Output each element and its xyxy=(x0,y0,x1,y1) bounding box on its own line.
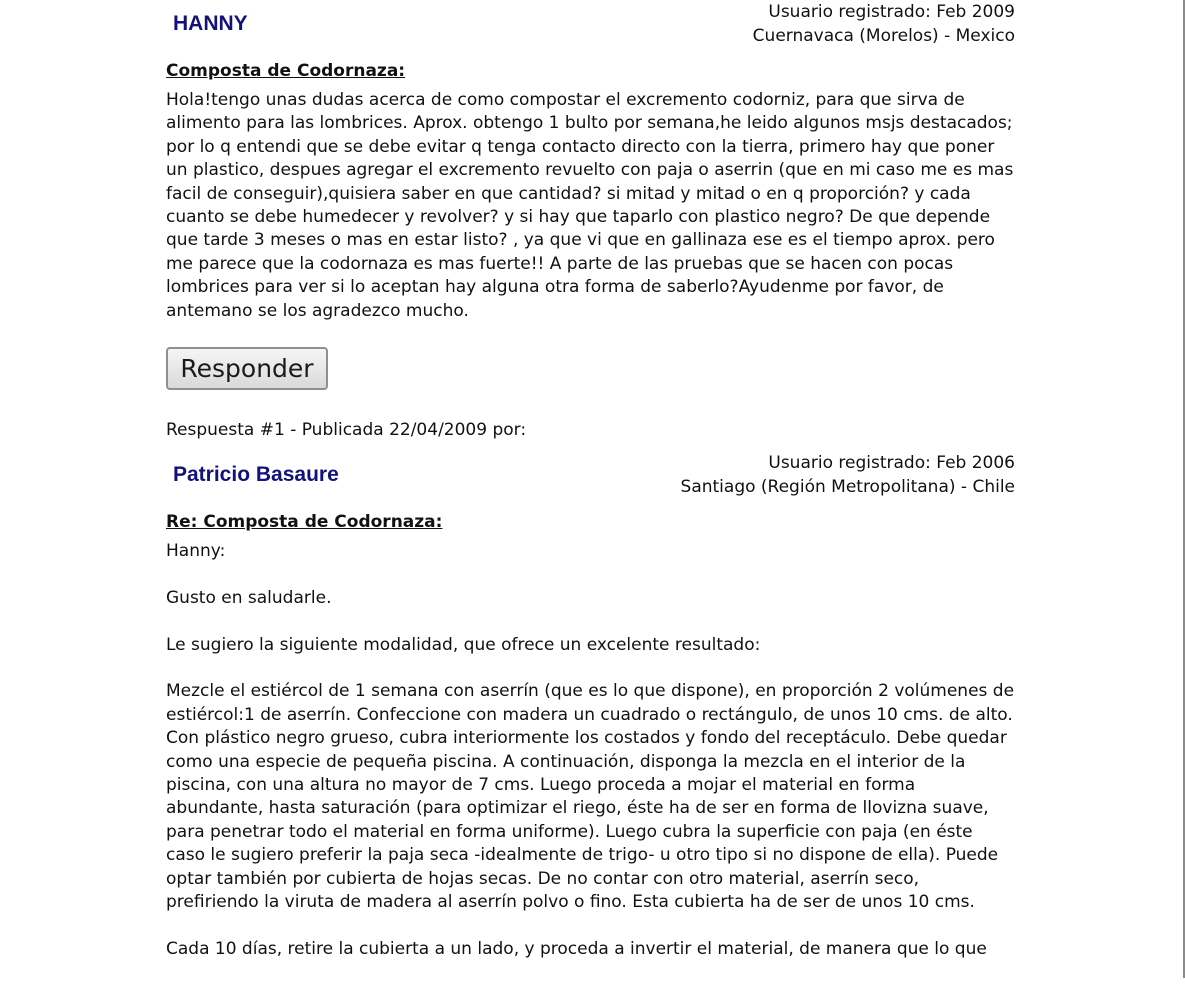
post-registered: Usuario registrado: Feb 2009 xyxy=(768,2,1015,22)
reply-subject: Re: Composta de Codornaza: xyxy=(166,512,443,533)
post-author-meta xyxy=(753,0,1015,48)
post-body: Hola!tengo unas dudas acerca de como compostar el excremento codorniz, para que sirva de alimento para las lombrices. Aprox. obtengo 1 bulto por semana,he leido algunos msjs destacados; por lo q entendi que se debe evitar q tenga contacto directo con la tierra, primero hay que poner un plastico, despues agregar el excremento revuelto con paja o aserrin (que en mi caso me es mas facil de conseguir),quisiera saber en que cantidad? si mitad y mitad o en q proporción? y cada cuanto se debe humedecer y revolver? y si hay que taparlo con plastico negro? De que depende que tarde 3 meses o mas en estar listo? , ya que vi que en gallinaza ese es el tiempo aprox. pero me parece que la codornaza es mas fuerte!! A parte de las pruebas que se hacen con pocas lombrices para ver si lo aceptan hay alguna otra forma de saberlo?Ayudenme por favor, de antemano se los agradezco mucho. xyxy=(166,90,1014,321)
post-header xyxy=(166,0,1015,58)
reply-paragraph: Cada 10 días, retire la cubierta a un lado, y proceda a invertir el material, de manera que lo que xyxy=(166,938,987,959)
reply-registered: Usuario registrado: Feb 2006 xyxy=(768,453,1015,474)
reply-paragraph: Le sugiero la siguiente modalidad, que ofrece un excelente resultado: xyxy=(166,634,761,655)
reply-paragraph: Mezcle el estiércol de 1 semana con aserrín (que es lo que dispone), en proporción 2 volúmenes de estiércol:1 de aserrín. Confeccione con madera un cuadrado o rectángulo, de unos 10 cms. de alto. Con plástico negro grueso, cubra interiormente los costados y fondo del receptáculo. Debe quedar como una especie de pequeña piscina. A continuación, disponga la mezcla en el interior de la piscina, con una altura no mayor de 7 cms. Luego proceda a mojar el material en forma abundante, hasta saturación (para optimizar el riego, éste ha de ser en forma de llovizna suave, para penetrar todo el material en forma uniforme). Luego cubra la superficie con paja (en éste caso le sugiero preferir la paja seca -idealmente de trigo- u otro tipo si no dispone de ella). Puede optar también por cubierta de hojas secas. De no contar con otro material, aserrín seco, prefiriendo la viruta de madera al aserrín polvo o fino. Esta cubierta ha de ser de unos 10 cms. xyxy=(166,681,1015,913)
post-location: Cuernavaca (Morelos) - Mexico xyxy=(752,26,1015,46)
reply-header xyxy=(166,451,1015,509)
post-subject: Composta de Codornaza: xyxy=(166,61,406,81)
reply-paragraph: Gusto en saludarle. xyxy=(166,587,332,608)
reply-author-meta xyxy=(681,451,1015,499)
post-author[interactable]: HANNY xyxy=(173,12,248,35)
reply-paragraph: Hanny: xyxy=(166,541,226,562)
forum-thread xyxy=(166,0,1015,985)
reply-heading: Respuesta #1 - Publicada 22/04/2009 por: xyxy=(166,420,527,441)
reply-button[interactable]: Responder xyxy=(166,347,328,390)
reply-body xyxy=(166,540,1015,961)
reply-location: Santiago (Región Metropolitana) - Chile xyxy=(680,477,1015,498)
reply-author[interactable]: Patricio Basaure xyxy=(173,463,339,487)
